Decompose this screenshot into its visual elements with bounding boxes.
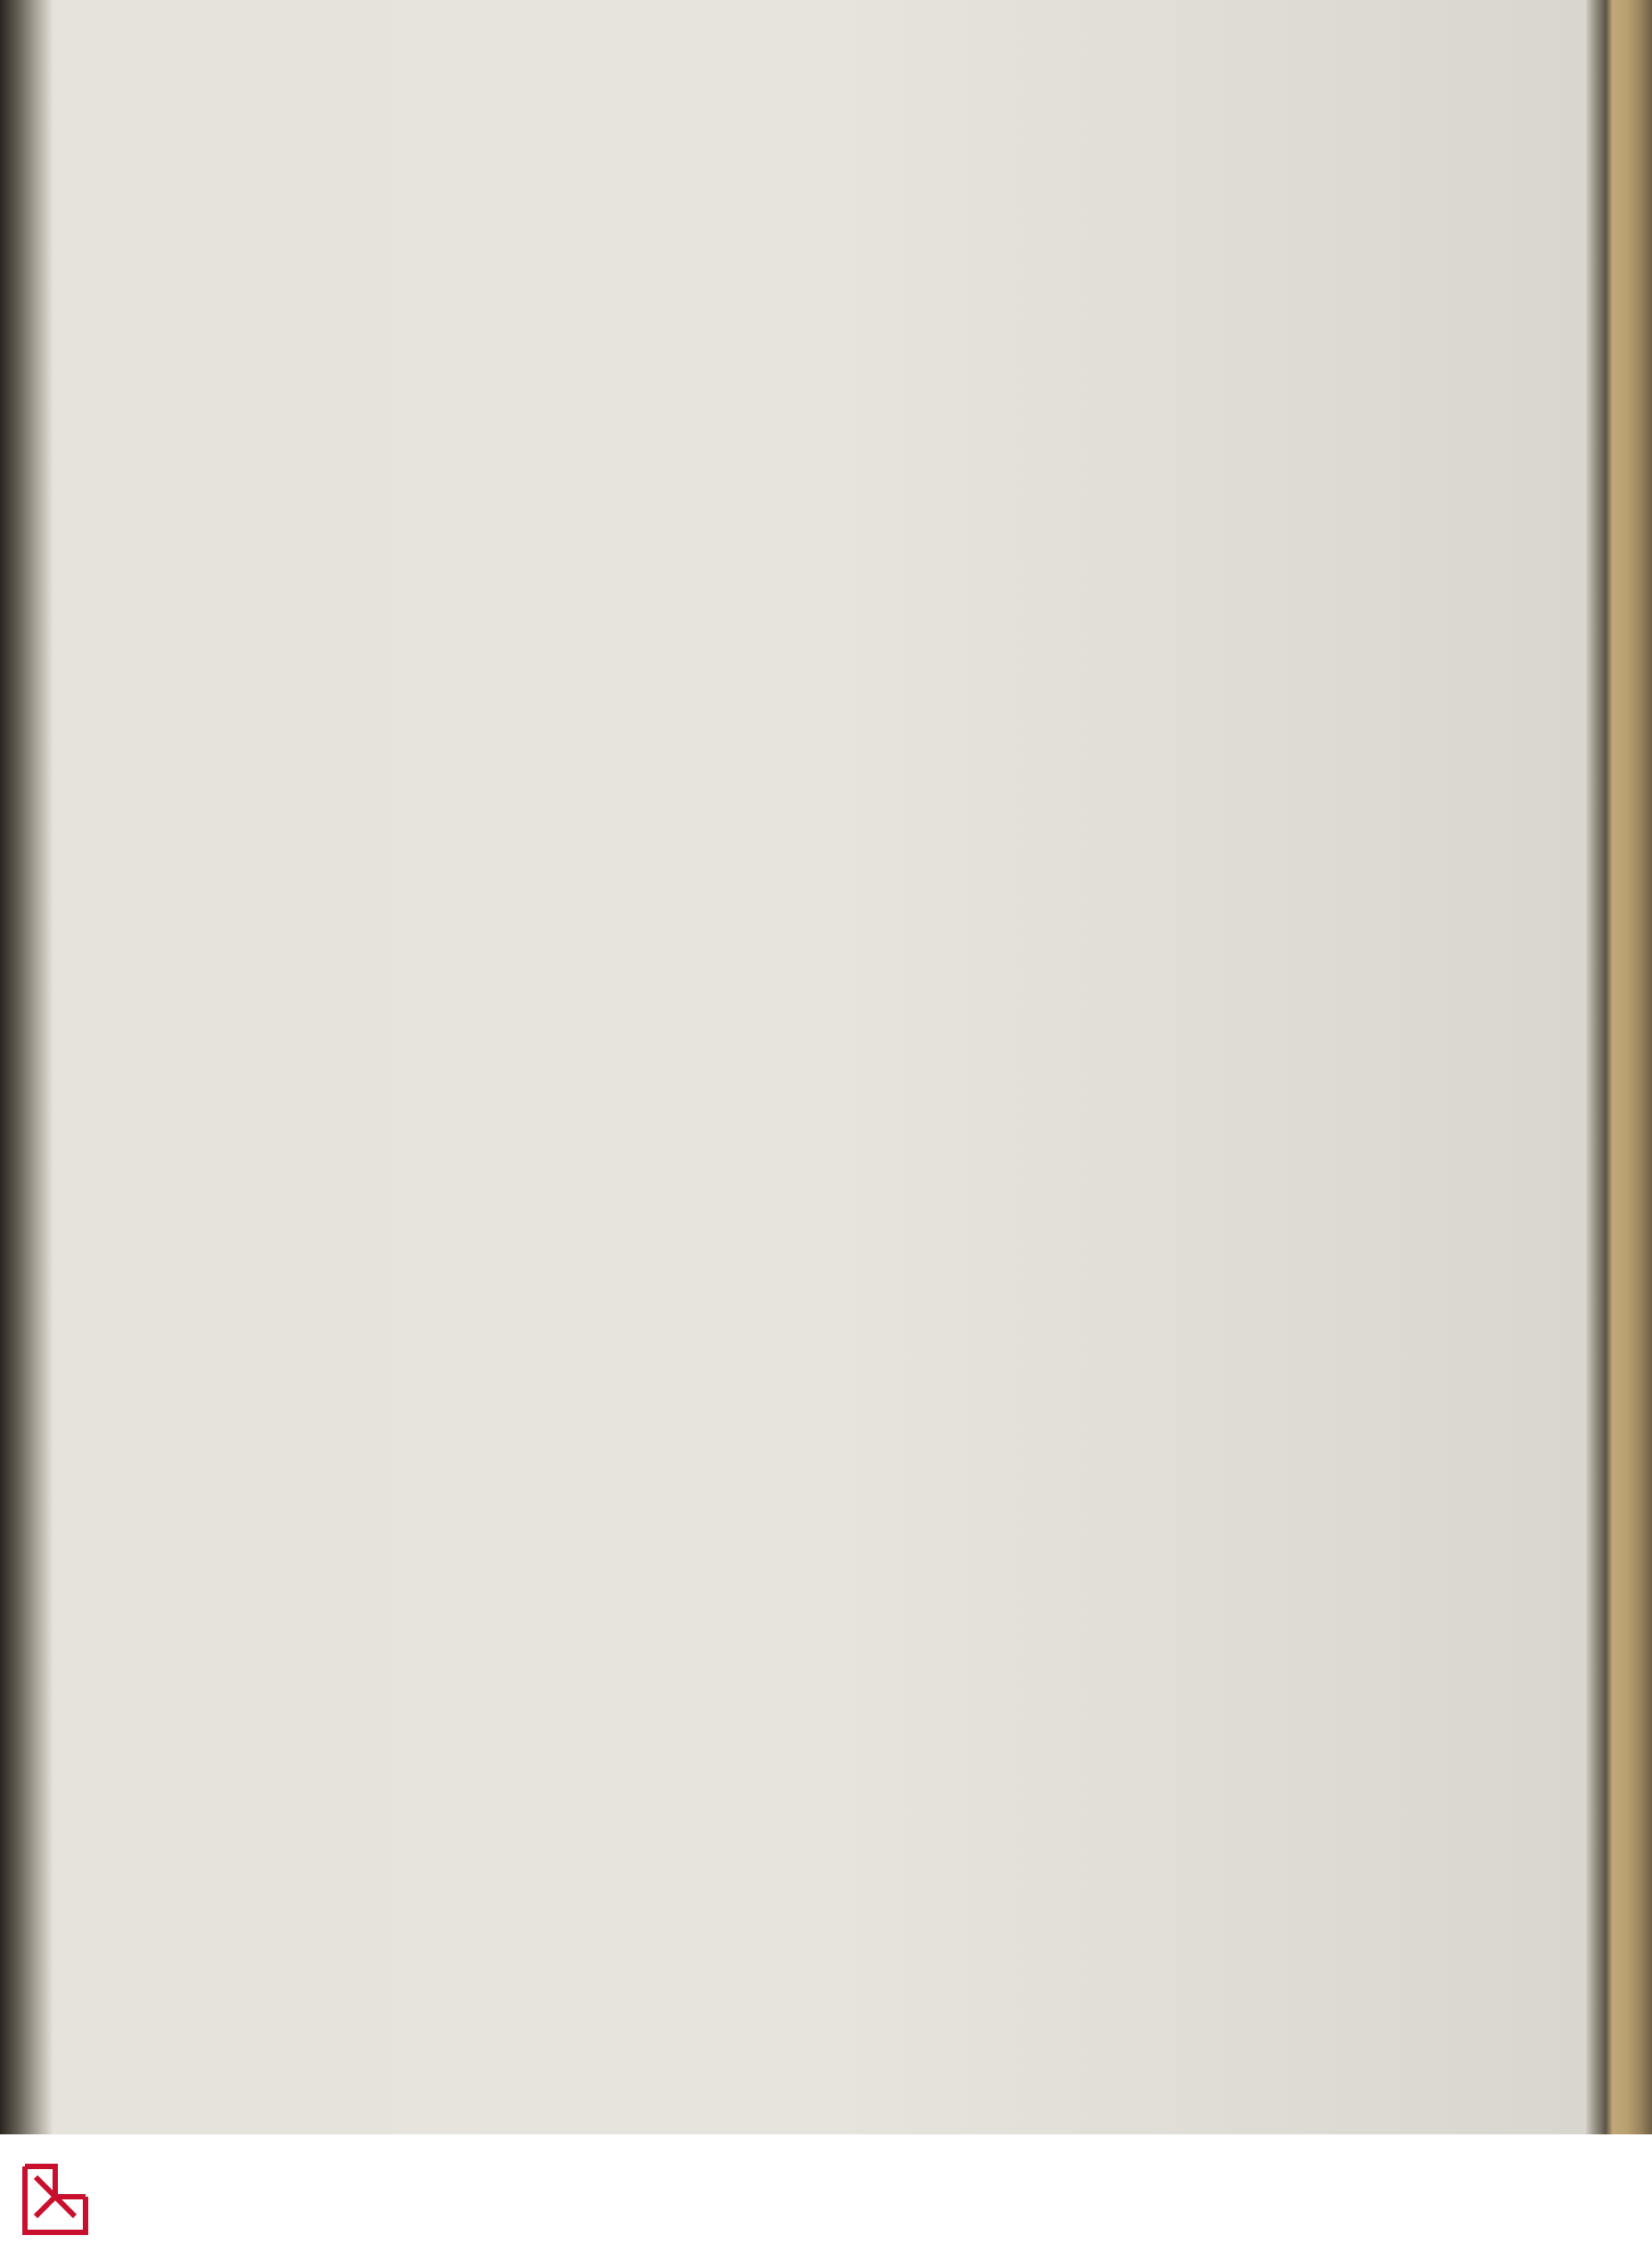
- text-line: [173, 1261, 789, 1298]
- text-line: [173, 1224, 789, 1261]
- text-line: [173, 1117, 789, 1153]
- viewer-footer: [0, 2134, 1652, 2268]
- text-line: [173, 1513, 789, 1550]
- text-line: [173, 791, 789, 828]
- text-line: [173, 828, 789, 864]
- text-line: [173, 1585, 789, 1622]
- text-line: [173, 1658, 789, 1694]
- text-line: [173, 1080, 789, 1117]
- text-line: [173, 611, 789, 648]
- text-line: [173, 1152, 789, 1189]
- text-line: [173, 1189, 789, 1225]
- text-column-left: [173, 430, 789, 1874]
- text-line: [173, 1297, 789, 1333]
- text-line: [173, 1550, 789, 1586]
- text-line: [173, 719, 789, 756]
- page-edge-stack: [1586, 0, 1652, 2134]
- text-line: [173, 864, 789, 900]
- text-line: [173, 1333, 789, 1370]
- text-line: [173, 1044, 789, 1081]
- text-line: [173, 936, 789, 972]
- text-line: [173, 1838, 789, 1875]
- text-line: [173, 503, 789, 539]
- text-line: [173, 1622, 789, 1658]
- text-line: [173, 1730, 789, 1766]
- text-line: [173, 1694, 789, 1731]
- binding-shadow: [0, 0, 53, 2134]
- text-line: [173, 684, 789, 720]
- text-line: [173, 467, 789, 504]
- text-line: [173, 575, 789, 611]
- text-line: [173, 1802, 789, 1838]
- text-line: [173, 1405, 789, 1442]
- text-line: [173, 1478, 789, 1514]
- text-line: [173, 539, 789, 576]
- text-line: [173, 1008, 789, 1044]
- text-line: [173, 972, 789, 1009]
- text-line: [173, 430, 789, 467]
- text-line: [173, 900, 789, 937]
- text-line: [173, 647, 789, 684]
- text-line: [173, 1441, 789, 1478]
- text-line: [173, 1369, 789, 1405]
- text-line: [173, 1766, 789, 1803]
- university-library-logo-icon: [20, 2161, 91, 2238]
- text-line: [173, 756, 789, 792]
